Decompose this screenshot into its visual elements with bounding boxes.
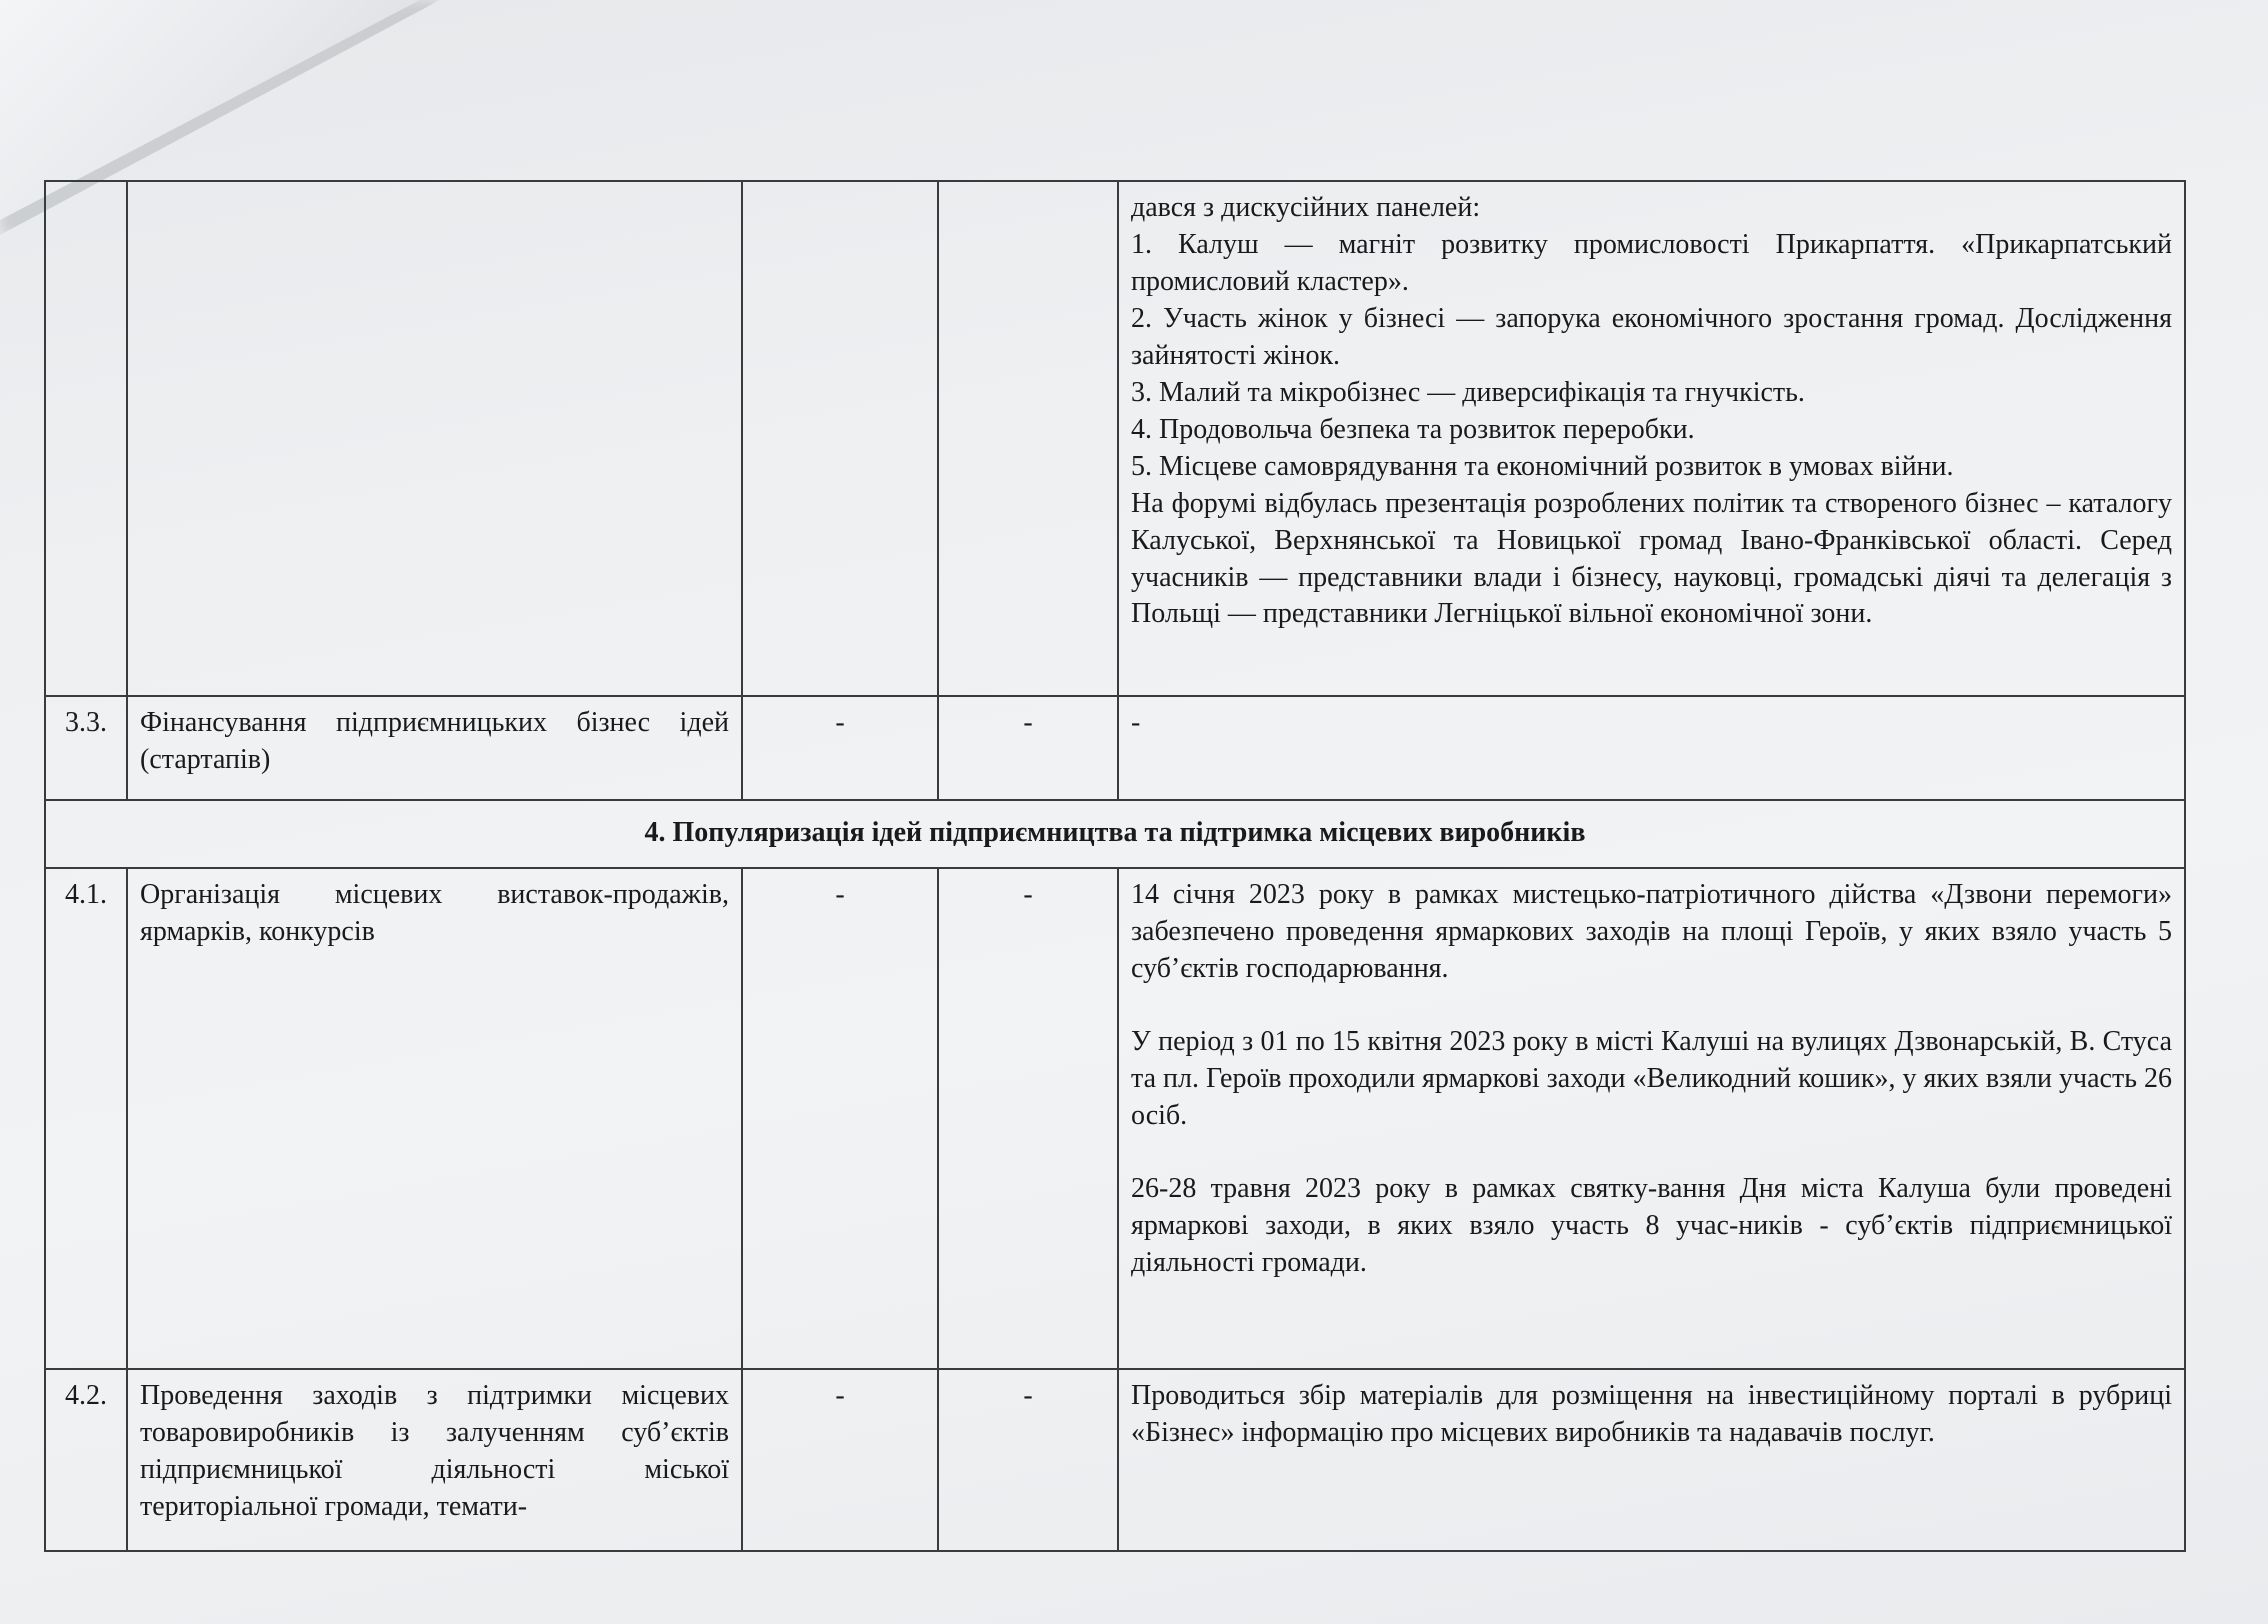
text-line: 4. Продовольча безпека та розвиток переробки. <box>1131 413 1695 445</box>
cell-measure-name: Фінансування підприємницьких бізнес ідей (стартапів) <box>127 696 742 800</box>
cell-actual: - <box>938 696 1118 800</box>
text-line: 1. Калуш — магніт розвитку промисловості Прикарпаття. «Прикарпатський промисловий кластер». <box>1131 228 2172 297</box>
cell-measure-name: Проведення заходів з підтримки місцевих товаровиробників із залученням суб’єктів підприємницької діяльності міської територіальної громади, темати- <box>127 1369 742 1551</box>
cell-description: - <box>1118 696 2185 800</box>
cell-number: 4.2. <box>45 1369 127 1551</box>
text-line: дався з дискусійних панелей: <box>1131 192 1481 223</box>
table-row <box>45 1369 2185 1551</box>
table-row <box>45 868 2185 1369</box>
section-title: 4. Популяризація ідей підприємництва та підтримка місцевих виробників <box>45 800 2185 868</box>
table-row <box>45 181 2185 696</box>
cell-measure-name <box>127 181 742 696</box>
cell-actual: - <box>938 868 1118 1369</box>
cell-description <box>1118 868 2185 1369</box>
cell-planned <box>742 181 938 696</box>
cell-number <box>45 181 127 696</box>
cell-number: 4.1. <box>45 868 127 1369</box>
paragraph: 14 січня 2023 року в рамках мистецько-патріотичного дійства «Дзвони перемоги» забезпечено проведення ярмаркових заходів на площі Героїв, у яких взяло участь 5 суб’єктів господарювання. <box>1131 878 2172 984</box>
cell-planned: - <box>742 696 938 800</box>
cell-number: 3.3. <box>45 696 127 800</box>
report-table <box>44 180 2186 1552</box>
paragraph: У період з 01 по 15 квітня 2023 року в місті Калуші на вулицях Дзвонарській, В. Стуса та пл. Героїв проходили ярмаркові заходи «Великодний кошик», у яких взяли участь 26 осіб. <box>1131 1025 2172 1131</box>
text-line: 5. Місцеве самоврядування та економічний розвиток в умовах війни. <box>1131 450 1954 482</box>
text-line: 2. Участь жінок у бізнесі — запорука економічного зростання громад. Дослідження зайнятості жінок. <box>1131 302 2172 371</box>
cell-actual <box>938 181 1118 696</box>
text-line: На форумі відбулась презентація розроблених політик та створеного бізнес – каталогу Калуської, Верхнянської та Новицької громад Івано-Франківської області. Серед учасників — представники влади і бізнесу, науковці, громадські діячі та делегація з Польщі — представники Легніцької вільної економічної зони. <box>1131 487 2172 630</box>
paragraph: 26-28 травня 2023 року в рамках святку-вання Дня міста Калуша були проведені ярмаркові заходи, в яких взяло участь 8 учас-ників - суб’єктів підприємницької діяльності громади. <box>1131 1172 2172 1278</box>
cell-planned: - <box>742 1369 938 1551</box>
section-header-row <box>45 800 2185 868</box>
cell-planned: - <box>742 868 938 1369</box>
cell-description: Проводиться збір матеріалів для розміщення на інвестиційному порталі в рубриці «Бізнес» інформацію про місцевих виробників та надавачів послуг. <box>1118 1369 2185 1551</box>
cell-actual: - <box>938 1369 1118 1551</box>
cell-description <box>1118 181 2185 696</box>
table-row <box>45 696 2185 800</box>
text-line: 3. Малий та мікробізнес — диверсифікація та гнучкість. <box>1131 376 1805 408</box>
cell-measure-name: Організація місцевих виставок-продажів, ярмарків, конкурсів <box>127 868 742 1369</box>
